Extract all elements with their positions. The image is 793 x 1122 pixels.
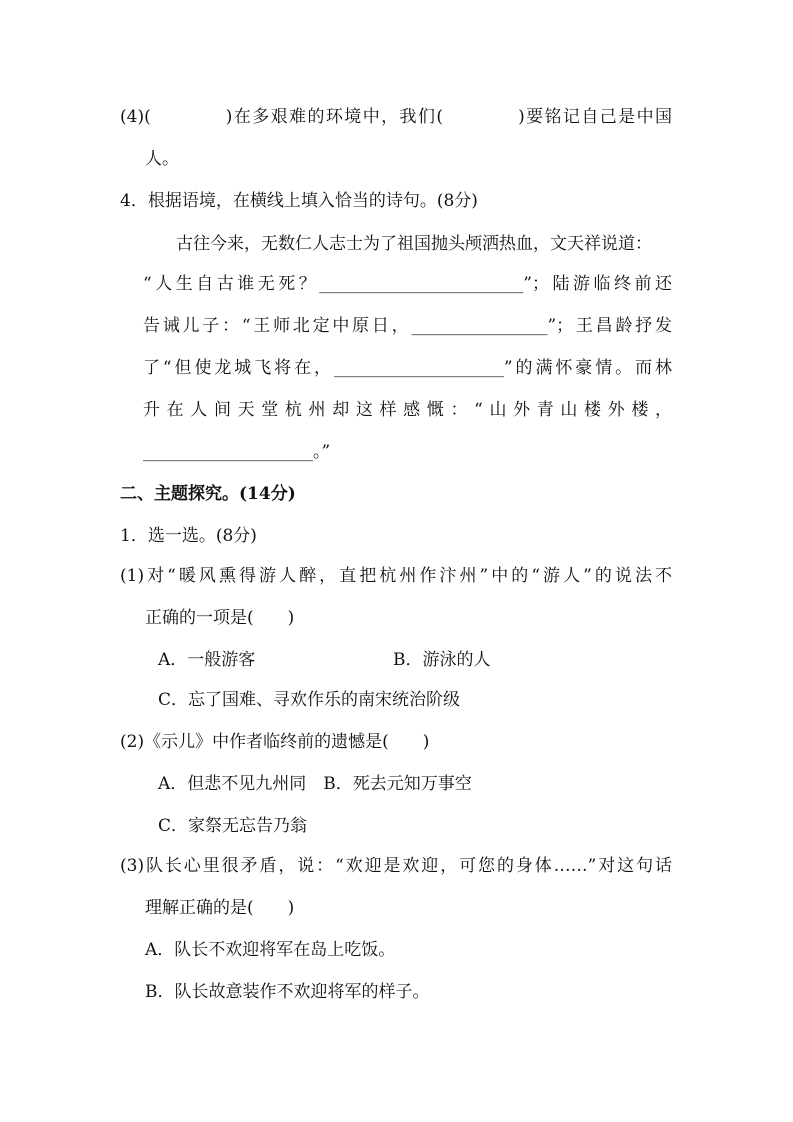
section2-q1-heading: 1．选一选。(8分) [120, 526, 257, 546]
q4-paragraph-line5: 升在人间天堂杭州却这样感慨：“山外青山楼外楼， [143, 400, 672, 420]
item2-option-c: C．家祭无忘告乃翁 [158, 816, 308, 836]
q4-heading: 4．根据语境，在横线上填入恰当的诗句。(8分) [120, 191, 478, 211]
q4-paragraph-line4: 了“但使龙城飞将在，____________________”的满怀豪情。而林 [143, 358, 672, 378]
q4-paragraph-line3: 告诫儿子：“王师北定中原日，________________”；王昌龄抒发 [143, 316, 672, 336]
q3-item4-line2: 人。 [145, 149, 179, 169]
item1-question-line1: (1)对“暖风熏得游人醉，直把杭州作汴州”中的“游人”的说法不 [120, 566, 672, 586]
item3-option-b: B．队长故意装作不欢迎将军的样子。 [145, 982, 430, 1002]
item1-option-a: A．一般游客 [158, 650, 256, 670]
section2-heading: 二、主题探究。(14分) [120, 484, 296, 504]
item1-question-line2: 正确的一项是( ) [145, 608, 295, 628]
q4-paragraph-line1: 古往今来，无数仁人志士为了祖国抛头颅洒热血，文天祥说道： [176, 234, 652, 254]
item3-option-a: A．队长不欢迎将军在岛上吃饭。 [145, 940, 396, 960]
q4-paragraph-line2: “人生自古谁无死？________________________”；陆游临终前还 [143, 274, 672, 294]
item3-question-line1: (3)队长心里很矛盾，说：“欢迎是欢迎，可您的身体……”对这句话 [120, 856, 672, 876]
item2-question: (2)《示儿》中作者临终前的遗憾是( ) [120, 732, 430, 752]
item1-option-b: B．游泳的人 [393, 650, 491, 670]
q3-item4-line1: (4)( )在多艰难的环境中，我们( )要铭记自己是中国 [120, 107, 672, 127]
item1-option-c: C．忘了国难、寻欢作乐的南宋统治阶级 [158, 690, 461, 710]
q4-paragraph-line6: ____________________。” [143, 442, 331, 462]
item2-options-ab: A．但悲不见九州同 B．死去元知万事空 [158, 774, 472, 794]
item3-question-line2: 理解正确的是( ) [145, 898, 295, 918]
